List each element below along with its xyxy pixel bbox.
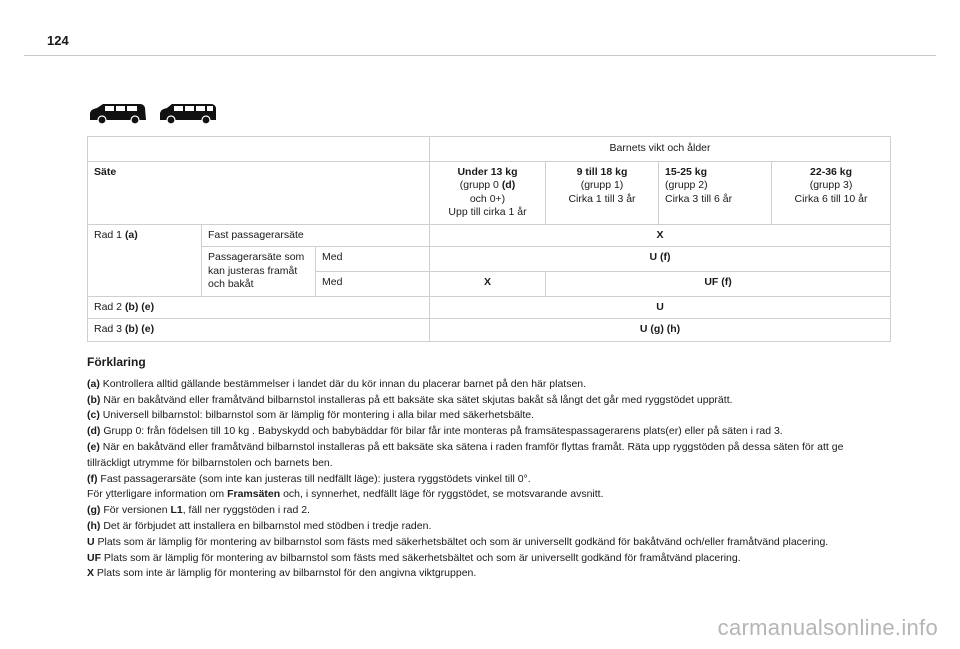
group-1-header: 9 till 18 kg (grupp 1) Cirka 1 till 3 år [546, 161, 659, 224]
child-seat-table [87, 136, 891, 342]
legend-item: (f) Fast passagerarsäte (som inte kan justeras till nedfällt läge): justera ryggstödets vinkel till 0°. [87, 472, 531, 485]
group-2-header: 15-25 kg (grupp 2) Cirka 3 till 6 år [659, 161, 772, 224]
legend [87, 355, 887, 582]
fixed-seat-value: X [430, 224, 891, 247]
legend-item: (d) Grupp 0: från födelsen till 10 kg . Babyskydd och babybäddar för bilar får inte monteras på framsätespassagerarens plats(er) eller på säten i rad 3. [87, 425, 783, 438]
group-3-header: 22-36 kg (grupp 3) Cirka 6 till 10 år [772, 161, 891, 224]
legend-item: (g) För versionen L1, fäll ner ryggstöden i rad 2. [87, 504, 310, 517]
sub-2-label: Med [316, 271, 430, 296]
table-row [88, 296, 891, 319]
fixed-seat-label: Fast passagerarsäte [202, 224, 430, 247]
legend-item: X Plats som inte är lämplig för montering av bilbarnstol för den angivna viktgruppen. [87, 567, 477, 580]
legend-item: UF Plats som är lämplig för montering av bilbarnstol som fästs med säkerhetsbältet och som är universellt godkänd för framåtvänd placering. [87, 551, 741, 564]
vehicle-icons [88, 101, 218, 125]
page-number: 124 [47, 33, 69, 48]
group-0-header: Under 13 kg (grupp 0 (d) och 0+) Upp till cirka 1 år [430, 161, 546, 224]
table-row [88, 247, 891, 272]
row-3-label: Rad 3 (b) (e) [88, 319, 430, 342]
adjustable-seat-label: Passagerarsäte som kan justeras framåt och bakåt [202, 247, 316, 297]
sub-2-value-rest: UF (f) [546, 271, 891, 296]
table-row [88, 319, 891, 342]
legend-item: (b) När en bakåtvänd eller framåtvänd bilbarnstol installeras på ett baksäte ska sätet skjutas bakåt så långt det går med ryggstödet upprätt. [87, 393, 733, 406]
legend-item: (c) Universell bilbarnstol: bilbarnstol som är lämplig för montering i alla bilar med säkerhetsbälte. [87, 409, 535, 422]
sub-1-value: U (f) [430, 247, 891, 272]
row-3-value: U (g) (h) [430, 319, 891, 342]
van-long-icon [158, 101, 218, 125]
group-header-row [88, 161, 891, 224]
sub-1-label: Med [316, 247, 430, 272]
row-2-label: Rad 2 (b) (e) [88, 296, 430, 319]
legend-item: U Plats som är lämplig för montering av bilbarnstol som fästs med säkerhetsbältet och som är universellt godkänd för bakåtvänd och/eller framåtvänd placering. [87, 535, 829, 548]
header-divider [24, 55, 936, 56]
legend-item: (e) När en bakåtvänd eller framåtvänd bilbarnstol installeras på ett baksäte ska sätena i raden framför flyttas framåt. Räta upp ryggstöden på dessa säten för att ge tillräckligt utrymme för bilbarnstolen och barnets ben. [87, 440, 844, 469]
van-short-icon [88, 101, 148, 125]
row-1-label: Rad 1 (a) [88, 224, 202, 296]
weight-age-header: Barnets vikt och ålder [430, 137, 891, 162]
table-row [88, 224, 891, 247]
legend-title: Förklaring [87, 355, 146, 369]
legend-item: (a) Kontrollera alltid gällande bestämmelser i landet där du kör innan du placerar barnet på den här platsen. [87, 377, 587, 390]
watermark: carmanualsonline.info [717, 615, 938, 640]
legend-item: (h) Det är förbjudet att installera en bilbarnstol med stödben i tredje raden. [87, 519, 432, 532]
seat-header: Säte [88, 161, 430, 224]
table-header-row [88, 137, 891, 162]
sub-2-value-group-0: X [430, 271, 546, 296]
row-2-value: U [430, 296, 891, 319]
legend-info: För ytterligare information om Framsäten och, i synnerhet, nedfällt läge för ryggstödet, se motsvarande avsnitt. [87, 488, 604, 501]
